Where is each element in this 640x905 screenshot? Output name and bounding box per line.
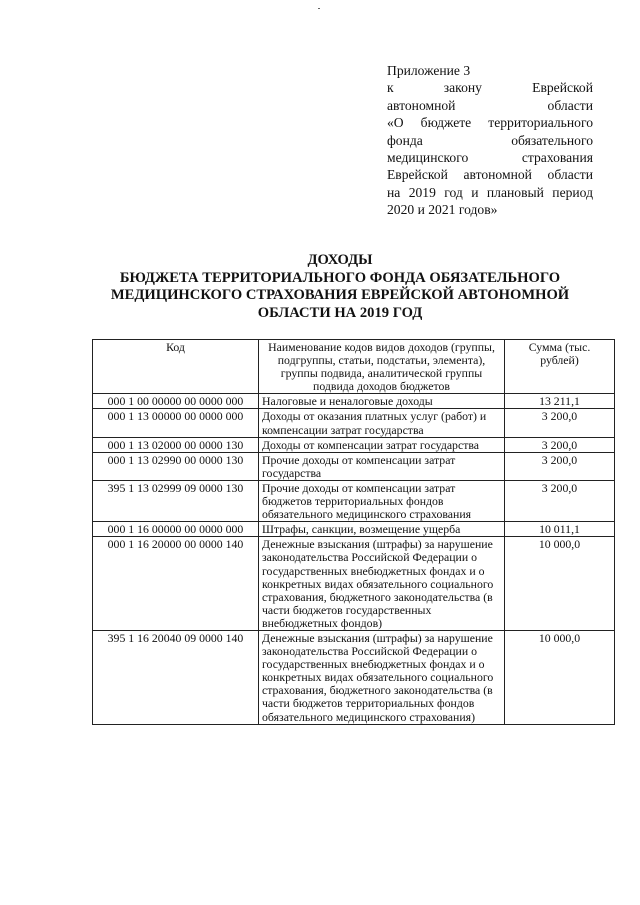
row-name: Штрафы, санкции, возмещение ущерба (259, 522, 505, 537)
table-row (93, 630, 615, 724)
document-title (40, 252, 640, 322)
appendix-line: медицинского страхования (387, 150, 593, 166)
row-sum: 3 200,0 (505, 480, 615, 521)
table-row (93, 522, 615, 537)
appendix-line: Еврейской автономной области (387, 167, 593, 183)
table-row (93, 437, 615, 452)
appendix-line: «О бюджете территориального (387, 115, 593, 131)
income-table (92, 339, 615, 725)
table-header-row (93, 340, 615, 394)
title-line: ОБЛАСТИ НА 2019 ГОД (257, 304, 423, 321)
row-code: 395 1 16 20040 09 0000 140 (93, 630, 259, 724)
scan-speck (318, 8, 320, 9)
row-code: 000 1 13 02000 00 0000 130 (93, 437, 259, 452)
title-line: БЮДЖЕТА ТЕРРИТОРИАЛЬНОГО ФОНДА ОБЯЗАТЕЛЬНОГО (119, 269, 561, 286)
table-row (93, 480, 615, 521)
title-line: МЕДИЦИНСКОГО СТРАХОВАНИЯ ЕВРЕЙСКОЙ АВТОНОМНОЙ (110, 287, 570, 304)
appendix-line: автономной области (387, 97, 593, 113)
row-sum: 10 000,0 (505, 537, 615, 631)
row-name: Прочие доходы от компенсации затрат государства (259, 452, 505, 480)
header-name: Наименование кодов видов доходов (группы, подгруппы, статьи, подстатьи, элемента), группы подвида, аналитической группы подвида доходов бюджетов (259, 340, 505, 394)
row-sum: 10 000,0 (505, 630, 615, 724)
row-sum: 13 211,1 (505, 394, 615, 409)
row-code: 000 1 16 00000 00 0000 000 (93, 522, 259, 537)
appendix-line: на 2019 год и плановый период (387, 184, 593, 200)
row-name: Прочие доходы от компенсации затрат бюджетов территориальных фондов обязательного медицинского страхования (259, 480, 505, 521)
row-code: 395 1 13 02999 09 0000 130 (93, 480, 259, 521)
row-code: 000 1 00 00000 00 0000 000 (93, 394, 259, 409)
row-sum: 3 200,0 (505, 452, 615, 480)
row-sum: 3 200,0 (505, 437, 615, 452)
row-code: 000 1 13 00000 00 0000 000 (93, 409, 259, 437)
row-sum: 10 011,1 (505, 522, 615, 537)
header-sum: Сумма (тыс. рублей) (505, 340, 615, 394)
row-name: Денежные взыскания (штрафы) за нарушение законодательства Российской Федерации о государственных внебюджетных фондах и о конкретных видах обязательного социального страхования, бюджетного законодательства (в части бюджетов государственных внебюджетных фондов) (259, 537, 505, 631)
appendix-note (387, 62, 593, 219)
appendix-line: к закону Еврейской (387, 80, 593, 96)
table-row (93, 394, 615, 409)
row-name: Доходы от компенсации затрат государства (259, 437, 505, 452)
row-name: Денежные взыскания (штрафы) за нарушение законодательства Российской Федерации о государственных внебюджетных фондах и о конкретных видах обязательного социального страхования, бюджетного законодательства (в части бюджетов территориальных фондов обязательного медицинского страхования) (259, 630, 505, 724)
header-code: Код (93, 340, 259, 394)
appendix-line: Приложение 3 (387, 63, 471, 78)
table-row (93, 409, 615, 437)
appendix-line: 2020 и 2021 годов» (387, 202, 498, 218)
row-sum: 3 200,0 (505, 409, 615, 437)
row-name: Доходы от оказания платных услуг (работ) и компенсации затрат государства (259, 409, 505, 437)
table-row (93, 452, 615, 480)
appendix-line: фонда обязательного (387, 132, 593, 148)
row-code: 000 1 13 02990 00 0000 130 (93, 452, 259, 480)
row-code: 000 1 16 20000 00 0000 140 (93, 537, 259, 631)
table-row (93, 537, 615, 631)
title-line: ДОХОДЫ (307, 252, 373, 268)
row-name: Налоговые и неналоговые доходы (259, 394, 505, 409)
